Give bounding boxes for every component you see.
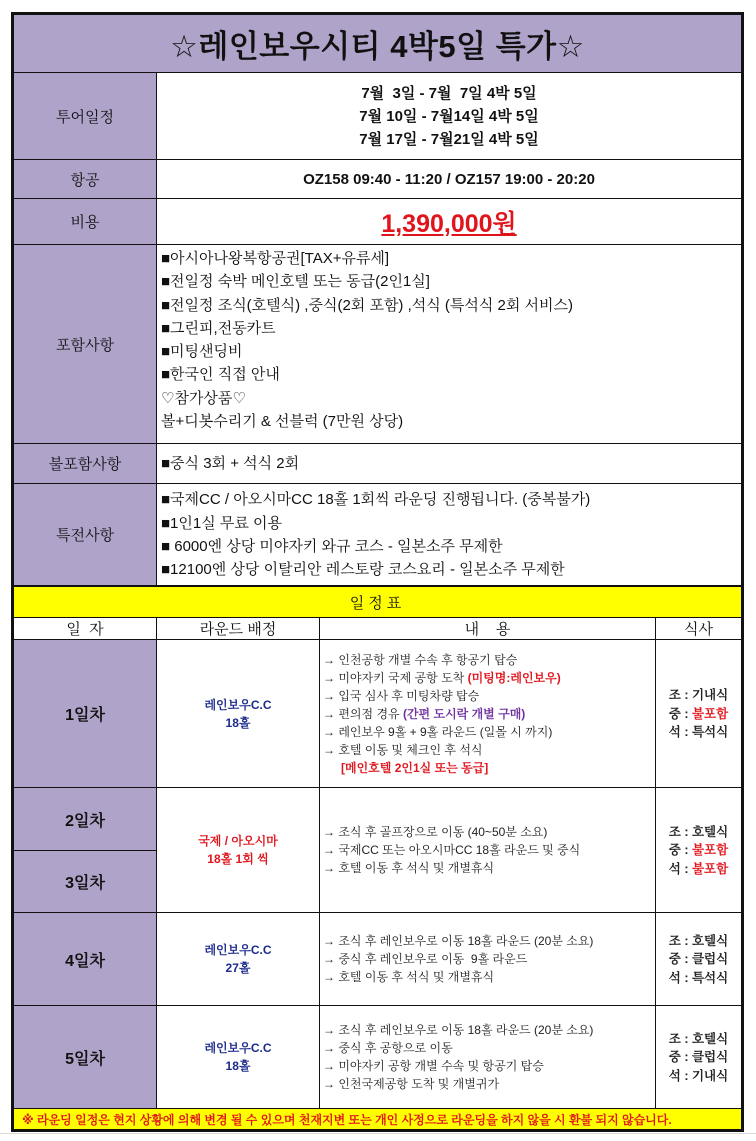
schedule-table — [13, 586, 742, 1130]
included-item: ■미팅샌딩비 — [161, 343, 243, 361]
itinerary-line: → 조식 후 레인보우로 이동 18홀 라운드 (20분 소요) — [323, 934, 594, 949]
meal-dinner: 석 : 특석식 — [668, 725, 729, 740]
meal-breakfast: 조 : 호텔식 — [668, 824, 729, 839]
benefit-item: ■1인1실 무료 이용 — [161, 514, 283, 532]
itinerary-line: → 중식 후 레인보우로 이동 9홀 라운드 — [323, 952, 528, 967]
course-name: 레인보우C.C — [204, 1041, 272, 1056]
hole-count: 18홀 — [225, 1059, 251, 1074]
day-itinerary — [320, 913, 656, 1006]
itinerary-line: → 인천공항 개별 수속 후 항공기 탑승 — [323, 652, 518, 667]
benefit-item: ■12100엔 상당 이탈리안 레스토랑 코스요리 - 일본소주 무제한 — [161, 561, 565, 579]
gift-item: 볼+디봇수리기 & 선블럭 (7만원 상당) — [161, 413, 404, 431]
meal-lunch: 중 : 클럽식 — [668, 1050, 729, 1065]
included-item: ■아시아나왕복항공권[TAX+유류세] — [161, 250, 390, 267]
tour-flyer — [11, 12, 744, 1132]
lunch-note: (간편 도시락 개별 구매) — [402, 706, 526, 721]
price-value: 1,390,000원 — [157, 199, 742, 245]
meal-dinner: 석 : 불포함 — [668, 861, 729, 876]
table-row — [14, 1006, 742, 1109]
meal-info — [656, 913, 742, 1006]
meal-lunch: 중 : 불포함 — [668, 706, 729, 721]
hole-count: 18홀 — [225, 715, 251, 730]
day-label: 5일차 — [14, 1006, 157, 1109]
schedule-title: 일정표 — [14, 587, 742, 618]
included-list — [157, 245, 742, 444]
benefits-label: 특전사항 — [14, 484, 157, 586]
itinerary-line: → 입국 심사 후 미팅차량 탑승 — [323, 688, 480, 703]
meal-lunch: 중 : 클럽식 — [668, 952, 729, 967]
tour-info-table — [13, 14, 742, 586]
day-itinerary — [320, 788, 656, 913]
included-item: ■전일정 조식(호텔식) ,중식(2회 포함) ,석식 (특석식 2회 서비스) — [161, 296, 574, 314]
included-label: 포함사항 — [14, 245, 157, 444]
meal-info — [656, 1006, 742, 1109]
col-header-meal: 식사 — [656, 618, 742, 640]
meal-info — [656, 640, 742, 788]
col-header-round: 라운드 배정 — [157, 618, 320, 640]
itinerary-line: → 조식 후 레인보우로 이동 18홀 라운드 (20분 소요) — [323, 1023, 594, 1038]
benefits-list — [157, 484, 742, 586]
included-item: ■그린피,전동카트 — [161, 319, 276, 337]
benefit-item: ■국제CC / 아오시마CC 18홀 1회씩 라운딩 진행됩니다. (중복불가) — [161, 491, 591, 509]
itinerary-line: → 인천국제공항 도착 및 개별귀가 — [323, 1077, 500, 1092]
table-row — [14, 788, 742, 851]
tour-date-3: 7월 17일 - 7월21일 4박 5일 — [359, 130, 539, 148]
flight-label: 항공 — [14, 160, 157, 199]
excluded-item: ■중식 3회 + 석식 2회 — [157, 444, 742, 484]
excluded-label: 불포함사항 — [14, 444, 157, 484]
hole-count: 27홀 — [225, 961, 251, 976]
included-item: ■전일정 숙박 메인호텔 또는 동급(2인1실] — [161, 273, 430, 291]
itinerary-line: → 레인보우 9홀 + 9홀 라운드 (일몰 시 까지) — [323, 724, 553, 739]
round-assignment — [157, 640, 320, 788]
round-assignment — [157, 788, 320, 913]
itinerary-line: → 조식 후 골프장으로 이동 (40~50분 소요) — [323, 825, 548, 840]
hotel-note: [메인호텔 2인1실 또는 동급] — [341, 760, 489, 775]
day-label: 4일차 — [14, 913, 157, 1006]
tour-dates-label: 투어일정 — [14, 73, 157, 160]
itinerary-line: → 편의점 경유 (간편 도시락 개별 구매) — [323, 706, 526, 721]
flight-info: OZ158 09:40 - 11:20 / OZ157 19:00 - 20:20 — [157, 160, 742, 199]
tour-dates — [157, 73, 742, 160]
meeting-note: (미팅명:레인보우) — [467, 670, 561, 685]
meal-breakfast: 조 : 호텔식 — [668, 1031, 729, 1046]
itinerary-line: → 호텔 이동 후 석식 및 개별휴식 — [323, 970, 495, 985]
refund-notice: ※ 라운딩 일정은 현지 상황에 의해 변경 될 수 있으며 천재지변 또는 개인 사정으로 라운딩을 하지 않을 시 환불 되지 않습니다. — [14, 1109, 742, 1130]
page-title: ☆레인보우시티 4박5일 특가☆ — [14, 15, 742, 73]
tour-date-2: 7월 10일 - 7월14일 4박 5일 — [359, 107, 539, 125]
benefit-item: ■ 6000엔 상당 미야자키 와규 코스 - 일본소주 무제한 — [161, 537, 503, 555]
col-header-content: 내 용 — [320, 618, 656, 640]
course-name: 국제 / 아오시마 — [198, 834, 278, 849]
round-assignment — [157, 913, 320, 1006]
meal-info — [656, 788, 742, 913]
day-label: 3일차 — [14, 851, 157, 913]
day-label: 2일차 — [14, 788, 157, 851]
table-row — [14, 913, 742, 1006]
itinerary-line: → 미야자키 공항 개별 수속 및 항공기 탑승 — [323, 1059, 544, 1074]
day-itinerary — [320, 640, 656, 788]
itinerary-line: → 국제CC 또는 아오시마CC 18홀 라운드 및 중식 — [323, 843, 581, 858]
course-name: 레인보우C.C — [204, 943, 272, 958]
meal-lunch: 중 : 불포함 — [668, 843, 729, 858]
gift-heading: ♡참가상품♡ — [161, 389, 246, 407]
hole-count: 18홀 1회 씩 — [207, 852, 269, 867]
tour-date-1: 7월 3일 - 7월 7일 4박 5일 — [361, 84, 537, 102]
round-assignment — [157, 1006, 320, 1109]
col-header-date: 일 자 — [14, 618, 157, 640]
day-itinerary — [320, 1006, 656, 1109]
itinerary-line: → 중식 후 공항으로 이동 — [323, 1041, 453, 1056]
meal-dinner: 석 : 특석식 — [668, 970, 729, 985]
meal-breakfast: 조 : 호텔식 — [668, 933, 729, 948]
itinerary-line: → 미야자키 국제 공항 도착 (미팅명:레인보우) — [323, 670, 561, 685]
itinerary-line: → 호텔 이동 후 석식 및 개별휴식 — [323, 861, 495, 876]
itinerary-line: → 호텔 이동 및 체크인 후 석식 — [323, 742, 483, 757]
course-name: 레인보우C.C — [204, 697, 272, 712]
day-label: 1일차 — [14, 640, 157, 788]
meal-dinner: 석 : 기내식 — [668, 1068, 729, 1083]
included-item: ■한국인 직접 안내 — [161, 366, 280, 384]
table-row — [14, 640, 742, 788]
meal-breakfast: 조 : 기내식 — [668, 688, 729, 703]
price-label: 비용 — [14, 199, 157, 245]
